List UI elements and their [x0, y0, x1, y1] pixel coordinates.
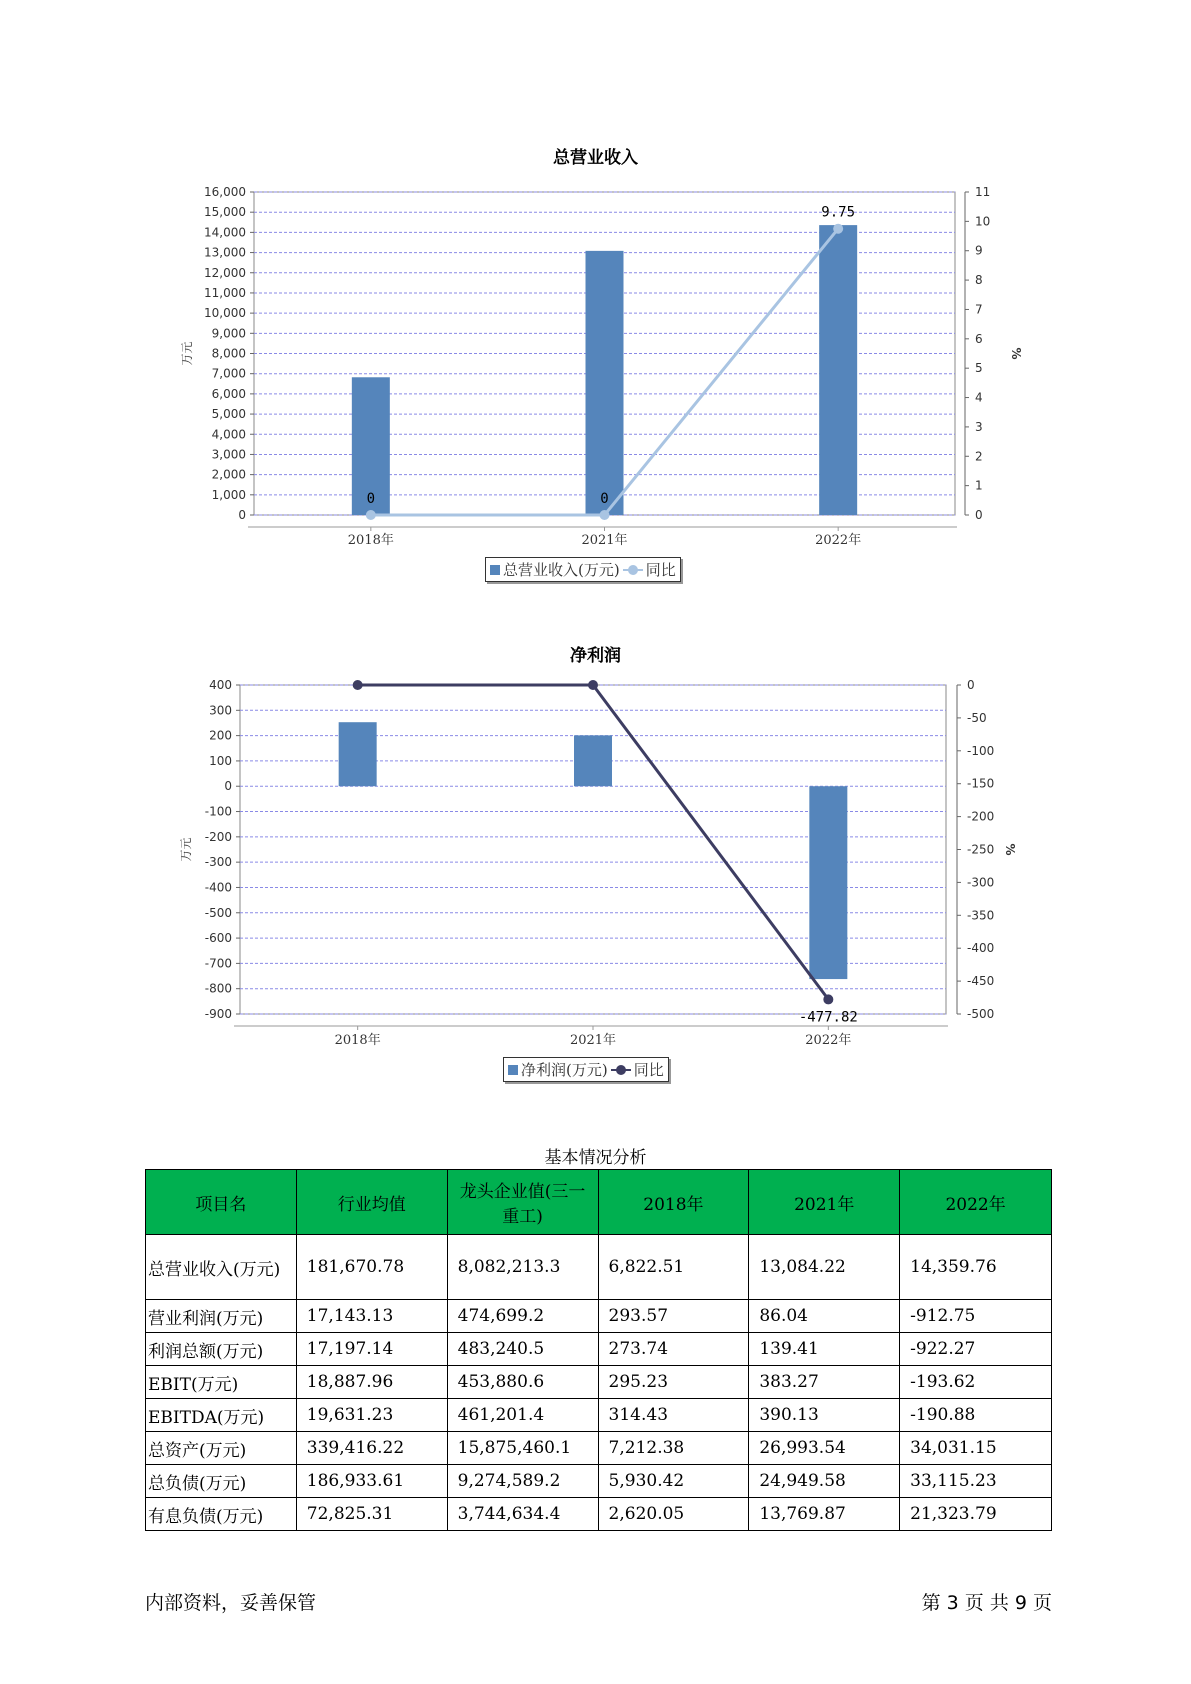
y2-tick-label: 0 [975, 508, 983, 522]
table-cell: 295.23 [598, 1366, 749, 1399]
y2-tick-label: -250 [967, 842, 995, 857]
y-tick-label: 100 [209, 753, 232, 768]
row-label: EBIT(万元) [146, 1366, 297, 1399]
y-tick-label: 4,000 [211, 427, 246, 442]
row-label: 利润总额(万元) [146, 1333, 297, 1366]
table-cell: 5,930.42 [598, 1465, 749, 1498]
y-tick-label: 12,000 [204, 265, 246, 280]
y-tick-label: 7,000 [211, 366, 246, 381]
row-label: 有息负债(万元) [146, 1498, 297, 1531]
table-cell: 483,240.5 [447, 1333, 598, 1366]
table-cell: 3,744,634.4 [447, 1498, 598, 1531]
table-row [146, 1432, 1052, 1465]
table-cell: 86.04 [749, 1300, 900, 1333]
line-point [353, 680, 363, 690]
profit-chart [0, 670, 1191, 1070]
row-label: 总资产(万元) [146, 1432, 297, 1465]
table-cell: 33,115.23 [900, 1465, 1052, 1498]
bar [339, 722, 377, 786]
table-row [146, 1300, 1052, 1333]
profit-chart-legend [503, 1057, 669, 1082]
y-axis-unit: 万元 [180, 341, 194, 366]
data-label: 0 [366, 491, 376, 507]
data-label: -477.82 [798, 1009, 858, 1026]
row-label: 营业利润(万元) [146, 1300, 297, 1333]
table-cell: 13,769.87 [749, 1498, 900, 1531]
y2-tick-label: 2 [975, 449, 983, 464]
table-row [146, 1235, 1052, 1300]
x-tick-label: 2022年 [805, 1033, 852, 1048]
y2-tick-label: -150 [967, 776, 995, 791]
y2-tick-label: -200 [967, 809, 995, 824]
table-cell: 7,212.38 [598, 1432, 749, 1465]
header-industry-avg: 行业均值 [296, 1170, 447, 1235]
data-label: 9.75 [821, 204, 856, 221]
y2-tick-label: -500 [967, 1007, 995, 1021]
y-tick-label: -100 [204, 804, 232, 819]
y-tick-label: -900 [204, 1007, 232, 1021]
y2-tick-label: -300 [967, 875, 995, 890]
y-tick-label: 14,000 [204, 225, 246, 240]
table-cell: 2,620.05 [598, 1498, 749, 1531]
legend-item-yoy: 同比 [633, 1061, 664, 1079]
profit-chart-title: 净利润 [570, 646, 621, 666]
line-point [823, 994, 833, 1004]
x-tick-label: 2018年 [334, 1033, 381, 1048]
y-tick-label: 400 [209, 678, 232, 692]
table-cell: 34,031.15 [900, 1432, 1052, 1465]
y-tick-label: 0 [238, 508, 246, 522]
y-tick-label: 5,000 [211, 407, 246, 422]
table-cell: 6,822.51 [598, 1235, 749, 1300]
y2-axis-unit: % [1003, 843, 1017, 856]
table-row [146, 1366, 1052, 1399]
table-cell: 15,875,460.1 [447, 1432, 598, 1465]
y2-tick-label: 10 [975, 214, 991, 229]
table-cell: 17,143.13 [296, 1300, 447, 1333]
table-cell: -912.75 [900, 1300, 1052, 1333]
y2-tick-label: 5 [975, 361, 983, 376]
y-tick-label: -200 [204, 829, 232, 844]
table-header-row [146, 1170, 1052, 1235]
y-tick-label: 2,000 [211, 467, 246, 482]
table-cell: 339,416.22 [296, 1432, 447, 1465]
table-cell: 18,887.96 [296, 1366, 447, 1399]
table-cell: 13,084.22 [749, 1235, 900, 1300]
y2-tick-label: 4 [975, 390, 983, 405]
y2-axis-unit: % [1009, 347, 1023, 360]
line-point [600, 510, 610, 520]
y2-tick-label: 6 [975, 331, 983, 346]
bar [574, 735, 612, 786]
y-tick-label: 1,000 [211, 487, 246, 502]
y2-tick-label: -450 [967, 974, 995, 989]
revenue-chart-title: 总营业收入 [553, 148, 638, 168]
y-tick-label: -400 [204, 880, 232, 895]
table-cell: 19,631.23 [296, 1399, 447, 1432]
y-tick-label: 0 [224, 779, 232, 794]
table-row [146, 1465, 1052, 1498]
y-tick-label: 300 [209, 703, 232, 718]
footer-confidential: 内部资料，妥善保管 [145, 1592, 317, 1614]
table-cell: 461,201.4 [447, 1399, 598, 1432]
legend-bar-swatch [490, 565, 500, 575]
y2-tick-label: 1 [975, 478, 983, 493]
y-tick-label: -700 [204, 956, 232, 971]
table-cell: 139.41 [749, 1333, 900, 1366]
y-tick-label: -300 [204, 855, 232, 870]
legend-bar-swatch [508, 1065, 518, 1075]
y2-tick-label: 0 [967, 678, 975, 692]
row-label: 总负债(万元) [146, 1465, 297, 1498]
table-cell: -193.62 [900, 1366, 1052, 1399]
table-cell: 181,670.78 [296, 1235, 447, 1300]
y-tick-label: 3,000 [211, 447, 246, 462]
y2-tick-label: 8 [975, 273, 983, 288]
table-cell: -922.27 [900, 1333, 1052, 1366]
header-leader-value: 龙头企业值(三一重工) [447, 1170, 598, 1235]
legend-line-swatch [611, 1065, 631, 1075]
table-cell: 26,993.54 [749, 1432, 900, 1465]
table-row [146, 1333, 1052, 1366]
header-2018: 2018年 [598, 1170, 749, 1235]
table-cell: 24,949.58 [749, 1465, 900, 1498]
y-tick-label: 8,000 [211, 346, 246, 361]
y-axis-unit: 万元 [179, 837, 193, 862]
table-row [146, 1399, 1052, 1432]
header-item-name: 项目名 [146, 1170, 297, 1235]
table-cell: 453,880.6 [447, 1366, 598, 1399]
y2-tick-label: -50 [967, 710, 987, 725]
y2-tick-label: -100 [967, 743, 995, 758]
table-caption: 基本情况分析 [544, 1148, 647, 1168]
table-cell: 474,699.2 [447, 1300, 598, 1333]
y2-tick-label: 9 [975, 243, 983, 258]
legend-line-swatch [623, 565, 643, 575]
line-point [366, 510, 376, 520]
table-cell: 9,274,589.2 [447, 1465, 598, 1498]
table-cell: 17,197.14 [296, 1333, 447, 1366]
revenue-chart-legend [485, 557, 681, 582]
y-tick-label: 15,000 [204, 205, 246, 220]
legend-item-profit: 净利润(万元) [521, 1061, 608, 1079]
y-tick-label: 16,000 [204, 185, 246, 199]
y-tick-label: 10,000 [204, 306, 246, 321]
x-tick-label: 2021年 [581, 533, 628, 548]
bar [819, 225, 857, 515]
x-tick-label: 2018年 [347, 533, 394, 548]
table-cell: -190.88 [900, 1399, 1052, 1432]
y-tick-label: -500 [204, 905, 232, 920]
y-tick-label: 11,000 [204, 285, 246, 300]
bar [586, 251, 624, 515]
table-cell: 273.74 [598, 1333, 749, 1366]
y2-tick-label: 3 [975, 419, 983, 434]
y-tick-label: 200 [209, 728, 232, 743]
revenue-chart [0, 170, 1191, 590]
bar [809, 786, 847, 979]
table-cell: 72,825.31 [296, 1498, 447, 1531]
table-cell: 21,323.79 [900, 1498, 1052, 1531]
basic-analysis-table [145, 1169, 1052, 1531]
table-row [146, 1498, 1052, 1531]
legend-item-revenue: 总营业收入(万元) [503, 561, 620, 579]
table-cell: 293.57 [598, 1300, 749, 1333]
footer-page-number: 第 3 页 共 9 页 [921, 1592, 1052, 1614]
x-tick-label: 2022年 [815, 533, 862, 548]
y-tick-label: -600 [204, 931, 232, 946]
y-tick-label: 9,000 [211, 326, 246, 341]
y-tick-label: 13,000 [204, 245, 246, 260]
legend-item-yoy: 同比 [645, 561, 676, 579]
line-point [588, 680, 598, 690]
y2-tick-label: -400 [967, 941, 995, 956]
y-tick-label: -800 [204, 981, 232, 996]
line-series [358, 685, 829, 999]
table-cell: 383.27 [749, 1366, 900, 1399]
row-label: 总营业收入(万元) [146, 1235, 297, 1300]
line-point [833, 224, 843, 234]
y2-tick-label: 7 [975, 302, 983, 317]
header-2021: 2021年 [749, 1170, 900, 1235]
table-cell: 186,933.61 [296, 1465, 447, 1498]
x-tick-label: 2021年 [569, 1033, 617, 1048]
y2-tick-label: 11 [975, 185, 991, 199]
table-cell: 8,082,213.3 [447, 1235, 598, 1300]
row-label: EBITDA(万元) [146, 1399, 297, 1432]
table-cell: 314.43 [598, 1399, 749, 1432]
y-tick-label: 6,000 [211, 386, 246, 401]
data-label: 0 [600, 491, 609, 507]
table-cell: 14,359.76 [900, 1235, 1052, 1300]
header-2022: 2022年 [900, 1170, 1052, 1235]
table-cell: 390.13 [749, 1399, 900, 1432]
y2-tick-label: -350 [967, 908, 995, 923]
